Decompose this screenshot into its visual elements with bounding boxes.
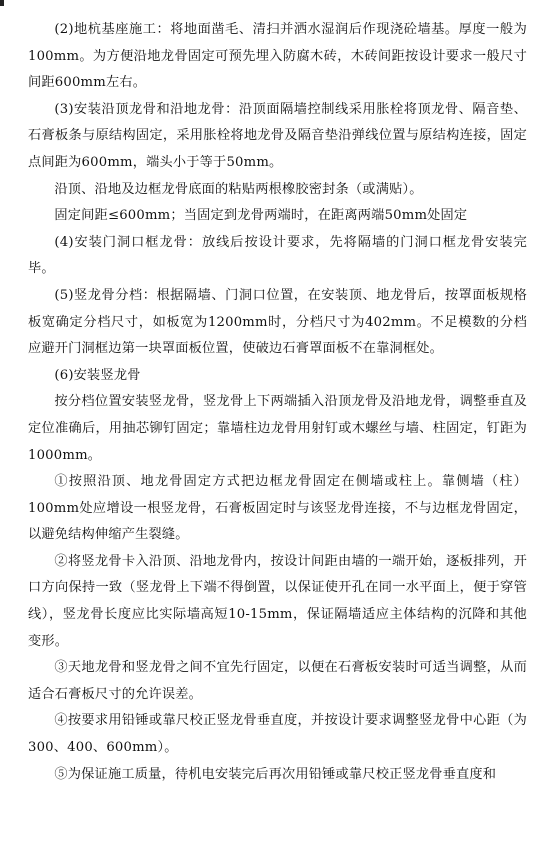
- paragraph-base-construction: (2)地杭基座施工：将地面凿毛、清扫并洒水湿润后作现浇砼墙基。厚度一般为100mm。为方便沿地龙骨固定可预先埋入防腐木砖，木砖间距按设计要求一般尺寸间距600mm左右。: [28, 22, 527, 91]
- paragraph-install-top-bottom-keel: (3)安装沿顶龙骨和沿地龙骨：沿顶面隔墙控制线采用胀栓将顶龙骨、隔音垫、石膏板条与原结构固定，采用胀栓将地龙骨及隔音垫沿弹线位置与原结构连接，固定点间距为600mm，端头小于等于50mm。: [28, 101, 527, 170]
- paragraph-stud-division: (5)竖龙骨分档：根据隔墙、门洞口位置，在安装顶、地龙骨后，按罩面板规格板宽确定分档尺寸，如板宽为1200mm时，分档尺寸为402mm。不足模数的分档应避开门洞框边第一块罩面板位置，使破边石膏罩面板不在靠洞框处。: [28, 287, 527, 357]
- paragraph-step-5: ⑤为保证施工质量，待机电安装完后再次用铅锤或靠尺校正竖龙骨垂直度和: [54, 766, 497, 782]
- paragraph-install-studs-heading: (6)安装竖龙骨: [54, 367, 141, 383]
- paragraph-step-2: ②将竖龙骨卡入沿顶、沿地龙骨内，按设计间距由墙的一端开始，逐板排列，开口方向保持一致（竖龙骨上下端不得倒置，以保证使开孔在同一水平面上，便于穿管线），竖龙骨长度应比实际墙高短10-15mm，保证隔墙适应主体结构的沉降和其他变形。: [28, 553, 527, 649]
- paragraph-step-4: ④按要求用铅锤或靠尺校正竖龙骨垂直度，并按设计要求调整竖龙骨中心距（为300、400、600mm）。: [28, 713, 527, 756]
- paragraph-door-frame-keel: (4)安装门洞口框龙骨：放线后按设计要求，先将隔墙的门洞口框龙骨安装完毕。: [28, 234, 527, 277]
- corner-mark: [0, 0, 4, 6]
- paragraph-fixing-spacing: 固定间距≤600mm；当固定到龙骨两端时，在距离两端50mm处固定: [54, 208, 468, 224]
- paragraph-stud-installation: 按分档位置安装竖龙骨，竖龙骨上下两端插入沿顶龙骨及沿地龙骨，调整垂直及定位准确后，用抽芯铆钉固定；靠墙柱边龙骨用射钉或木螺丝与墙、柱固定，钉距为1000mm。: [28, 394, 527, 463]
- paragraph-step-3: ③天地龙骨和竖龙骨之间不宜先行固定，以便在石膏板安装时可适当调整，从而适合石膏板尺寸的允许误差。: [28, 660, 527, 702]
- paragraph-step-1: ①按照沿顶、地龙骨固定方式把边框龙骨固定在侧墙或柱上。靠侧墙（柱）100mm处应增设一根竖龙骨，石膏板固定时与该竖龙骨连接，不与边框龙骨固定，以避免结构伸缩产生裂缝。: [28, 474, 527, 543]
- paragraph-sealing-strip: 沿顶、沿地及边框龙骨底面的粘贴两根橡胶密封条（或满贴）。: [54, 181, 423, 197]
